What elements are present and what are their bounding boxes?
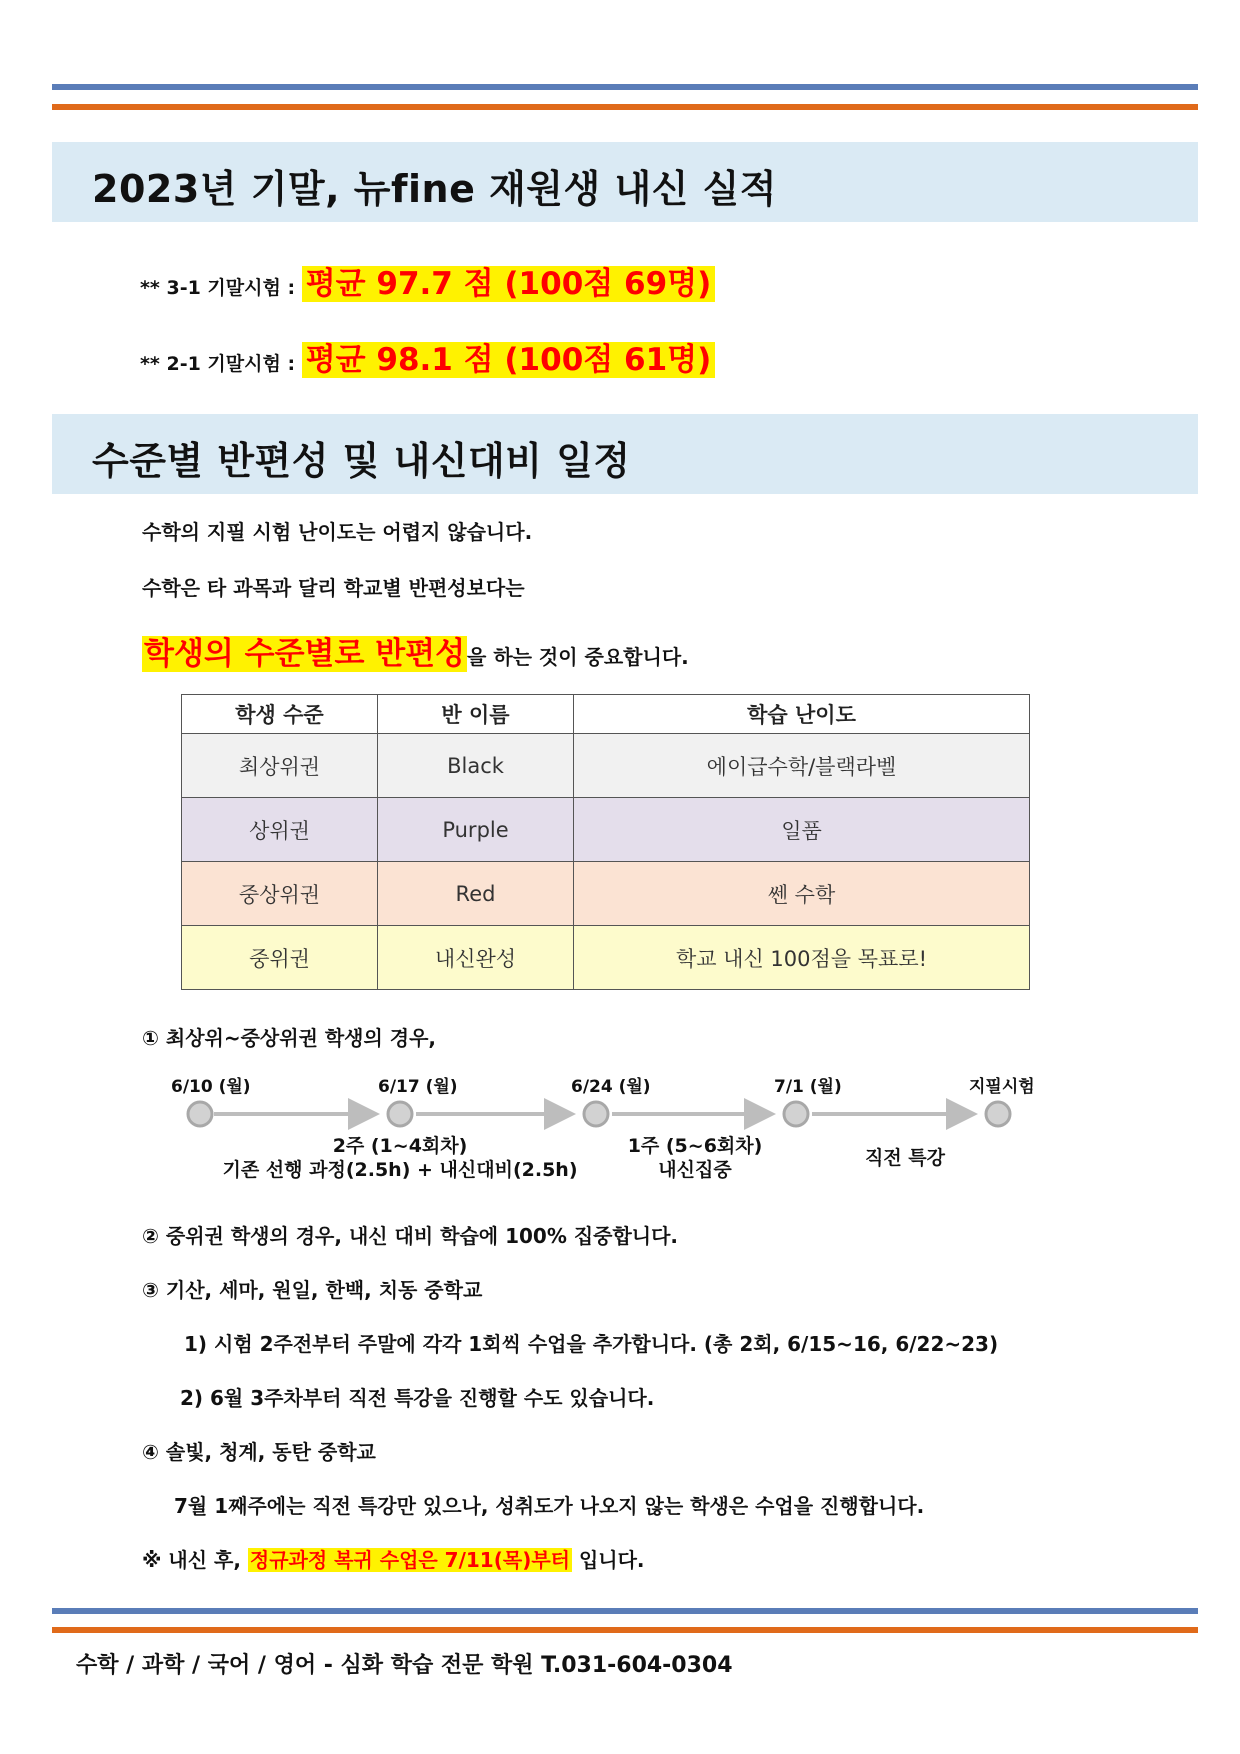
timeline-node-4 [784, 1102, 808, 1126]
bottom-orange-rule [52, 1627, 1198, 1633]
timeline-seg2-line2: 내신집중 [658, 1159, 732, 1181]
note-final-suffix: 입니다. [578, 1548, 645, 1572]
timeline-node-2 [388, 1102, 412, 1126]
timeline-seg2 [600, 1134, 790, 1182]
cell-class: Red [378, 862, 574, 926]
note-1: ① 최상위~중상위권 학생의 경우, [142, 1026, 437, 1050]
timeline-seg2-line1: 1주 (5~6회차) [627, 1135, 763, 1157]
cell-level: 중위권 [182, 926, 378, 990]
timeline-node-5 [986, 1102, 1010, 1126]
table-row [182, 862, 1030, 926]
timeline-seg1-line1: 2주 (1~4회차) [332, 1135, 468, 1157]
col-header-level: 학생 수준 [182, 695, 378, 734]
levels-table [181, 694, 1030, 990]
table-row [182, 798, 1030, 862]
timeline-seg1 [210, 1134, 590, 1182]
intro-highlight: 학생의 수준별로 반편성 [144, 636, 466, 672]
timeline-date-3: 6/24 (월) [571, 1077, 651, 1097]
top-orange-rule [52, 104, 1198, 110]
note-3-1: 1) 시험 2주전부터 주말에 각각 1회씩 수업을 추가합니다. (총 2회, 6/15~16, 6/22~23) [184, 1332, 999, 1356]
cell-level: 상위권 [182, 798, 378, 862]
result-2-1-label: ** 2-1 기말시험 : [140, 353, 296, 375]
timeline-node-3 [584, 1102, 608, 1126]
table-row [182, 734, 1030, 798]
intro-rest: 을 하는 것이 중요합니다. [467, 645, 689, 669]
result-2-1 [140, 334, 715, 379]
result-2-1-score: 평균 98.1 점 (100점 61명) [302, 342, 716, 378]
note-final [142, 1544, 645, 1573]
cell-level: 중상위권 [182, 862, 378, 926]
timeline-date-1: 6/10 (월) [171, 1077, 251, 1097]
cell-class: Purple [378, 798, 574, 862]
timeline-seg3: 직전 특강 [864, 1147, 946, 1169]
note-final-highlight: 정규과정 복귀 수업은 7/11(목)부터 [249, 1548, 570, 1572]
intro-line-2: 수학은 타 과목과 달리 학교별 반편성보다는 [142, 576, 525, 600]
cell-difficulty: 일품 [574, 798, 1030, 862]
cell-level: 최상위권 [182, 734, 378, 798]
note-4: ④ 솔빛, 청계, 동탄 중학교 [142, 1440, 376, 1464]
results-title: 2023년 기말, 뉴fine 재원생 내신 실적 [92, 167, 778, 211]
timeline-seg1-line2: 기존 선행 과정(2.5h) + 내신대비(2.5h) [222, 1159, 578, 1181]
col-header-difficulty: 학습 난이도 [574, 695, 1030, 734]
col-header-class: 반 이름 [378, 695, 574, 734]
note-3-2: 2) 6월 3주차부터 직전 특강을 진행할 수도 있습니다. [180, 1386, 655, 1410]
timeline-node-1 [188, 1102, 212, 1126]
footer-text: 수학 / 과학 / 국어 / 영어 - 심화 학습 전문 학원 T.031-604-0304 [76, 1653, 733, 1678]
results-section-header [52, 142, 1198, 222]
cell-difficulty: 학교 내신 100점을 목표로! [574, 926, 1030, 990]
timeline-date-2: 6/17 (월) [378, 1077, 458, 1097]
note-final-prefix: ※ 내신 후, [142, 1548, 241, 1572]
note-4-1: 7월 1째주에는 직전 특강만 있으나, 성취도가 나오지 않는 학생은 수업을 진행합니다. [174, 1494, 925, 1518]
note-2: ② 중위권 학생의 경우, 내신 대비 학습에 100% 집중합니다. [142, 1224, 679, 1248]
cell-difficulty: 에이급수학/블랙라벨 [574, 734, 1030, 798]
bottom-blue-rule [52, 1608, 1198, 1614]
result-3-1 [140, 258, 715, 303]
note-3: ③ 기산, 세마, 원일, 한백, 치동 중학교 [142, 1278, 483, 1302]
timeline-date-4: 7/1 (월) [774, 1077, 842, 1097]
table-row [182, 926, 1030, 990]
table-header-row [182, 695, 1030, 734]
timeline-graphic [180, 1096, 1040, 1132]
result-3-1-label: ** 3-1 기말시험 : [140, 277, 296, 299]
schedule-section-header [52, 414, 1198, 494]
cell-difficulty: 쎈 수학 [574, 862, 1030, 926]
top-blue-rule [52, 84, 1198, 90]
result-3-1-score: 평균 97.7 점 (100점 69명) [302, 266, 716, 302]
timeline-date-5: 지필시험 [969, 1077, 1035, 1097]
intro-line-1: 수학의 지필 시험 난이도는 어렵지 않습니다. [142, 520, 533, 544]
cell-class: Black [378, 734, 574, 798]
schedule-title: 수준별 반편성 및 내신대비 일정 [92, 439, 631, 483]
cell-class: 내신완성 [378, 926, 574, 990]
intro-line-3 [142, 628, 689, 673]
